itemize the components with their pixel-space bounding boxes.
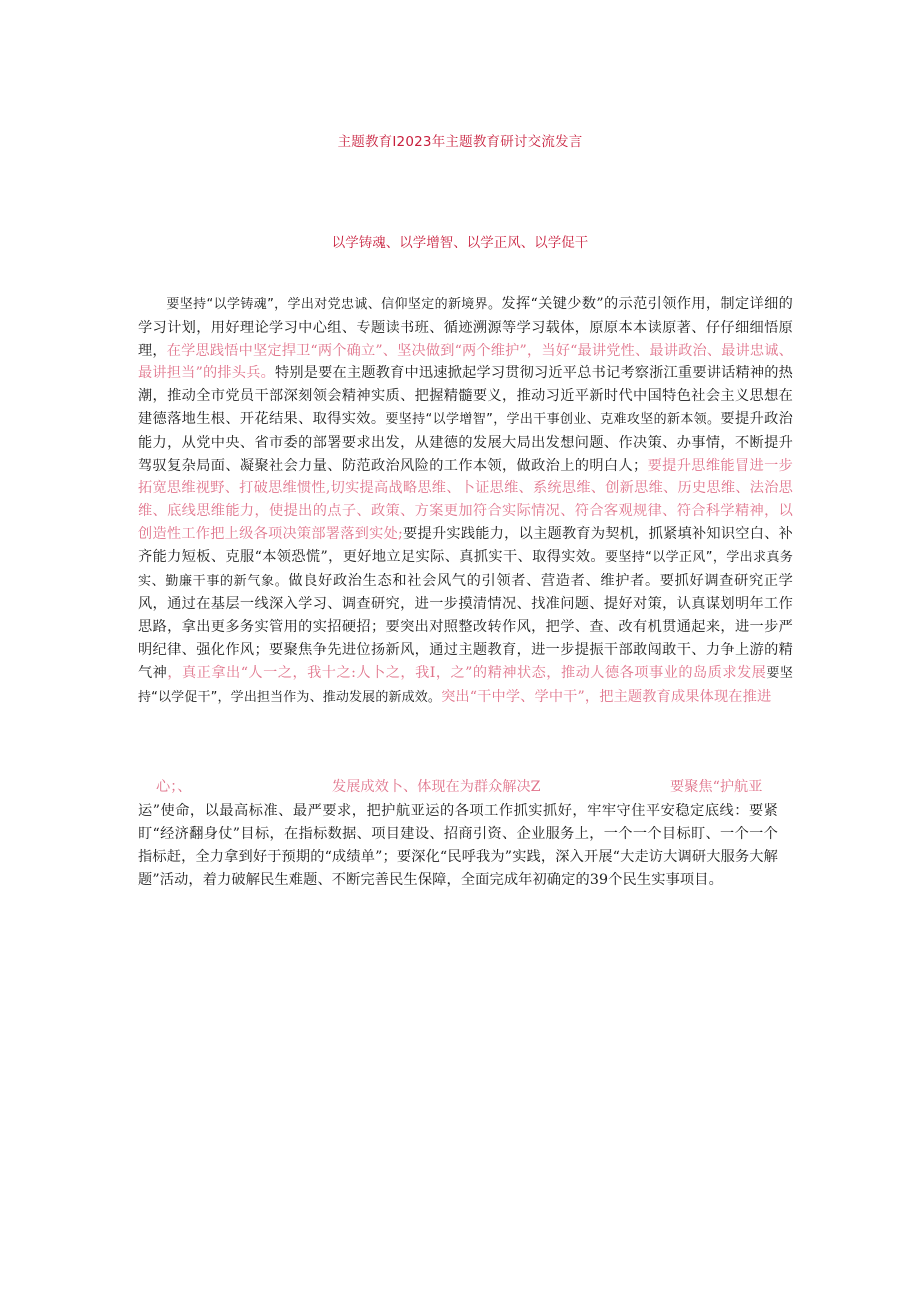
document-subtitle: 以学铸魂、以学增智、以学正风、以学促干 <box>331 235 589 251</box>
highlight-soul: 在学思践悟中坚定捍卫“两个确立”、坚决做到“两个维护”，当好“最讲党性、最讲政治、最讲忠诚、最讲担当”的排头兵。 <box>138 342 793 382</box>
section-heading-wisdom: 要坚持“以学增智”，学出干事创业、克难攻坚的新本领。 <box>385 411 721 427</box>
document-title: 主题教育I2023年主题教育研讨交流发言 <box>337 134 583 150</box>
fragment-1: 心；、 <box>156 779 192 795</box>
section-heading-action: 要坚持“以学促干”，学出担当作为、推动发展的新成效。 <box>138 665 793 705</box>
section-heading-soul: 要坚持“以学铸魂”，学出对党忠诚、信仰坚定的新境界。 <box>166 297 502 312</box>
section-tail-soul: 特别是要在主题教育中迅速掀起学习贯彻习近平总书记考察浙江重要讲话精神的热潮，推动全市党员干部深刻领会精神实质、把握精髓要义，推动习近平新时代中国特色社会主义思想在建德落地生根、开花结果、取得实效。 <box>138 365 793 427</box>
section-body-soul: 发挥“关键少数”的示范引领作用，制定详细的学习计划，用好理论学习中心组、专题读书班、循迹溯源等学习载体，原原本本读原著、仔仔细细悟原理， <box>138 296 793 359</box>
closing-paragraph: 运”使命，以最高标准、最严要求，把护航亚运的各项工作抓实抓好，牢牢守住平安稳定底线：要紧盯“经济翻身仗”目标，在指标数据、项目建设、招商引资、企业服务上，一个一个目标盯、一个一个指标赶，全力拿到好于预期的“成绩单”；要深化“民呼我为”实践，深入开展“大走访大调研大服务大解题”活动，着力破解民生难题、不断完善民生保障，全面完成年初确定的39个民生实事项目。 <box>138 803 778 888</box>
highlight-wisdom: 要提升思维能冒进一步拓宽思维视野、打破思维惯性,切实提高战略思维、卜证思维、系统思维、创新思维、历史思维、法治思维、底线思维能力，使提出的点子、政策、方案更加符合实际情况、符合客观规律、符合科学精神，以创造性工作把上级各项决策部署落到实处; <box>138 457 793 542</box>
highlight-action: 突出“干中学、学中干”，把主题教育成果体现在推进 <box>441 688 772 705</box>
fragment-2: 发展成效卜、体现在为群众解决Z <box>332 779 541 795</box>
section-tail-wisdom: 要提升实践能力，以主题教育为契机，抓紧填补知识空白、补齐能力短板、克服“本领恐慌”，更好地立足实际、真抓实干、取得实效。 <box>138 525 793 565</box>
section-body-style: 做良好政治生态和社会风气的引领者、营造者、维护者。要抓好调查研究正学风，通过在基层一线深入学习、调查研究，进一步摸清情况、找准问题、提好对策，认真谋划明年工作思路，拿出更多务实管用的实招硬招；要突出对照整改转作风，把学、查、改有机贯通起来，进一步严明纪律、强化作风；要聚焦争先进位扬新风，通过主题教育，进一步提振干部敢闯敢干、力争上游的精气神 <box>138 572 793 681</box>
fragment-line <box>138 776 793 800</box>
section-body-wisdom: 要提升政治能力，从党中央、省市委的部署要求出发，从建德的发展大局出发想问题、作决策、办事情，不断提升驾驭复杂局面、凝聚社会力量、防范政治风险的工作本领，做政治上的明白人； <box>138 410 793 474</box>
fragment-3: 要聚焦“护航亚 <box>670 779 763 795</box>
main-paragraph <box>138 293 793 709</box>
highlight-style: ，真正拿出“人一之，我十之:人卜之，我I，之”的精神状态，推动人德各项事业的岛质求发展 <box>167 664 767 681</box>
section-heading-style: 要坚持“以学正风”，学出求真务实、勤廉干事的新气象。 <box>138 549 793 589</box>
